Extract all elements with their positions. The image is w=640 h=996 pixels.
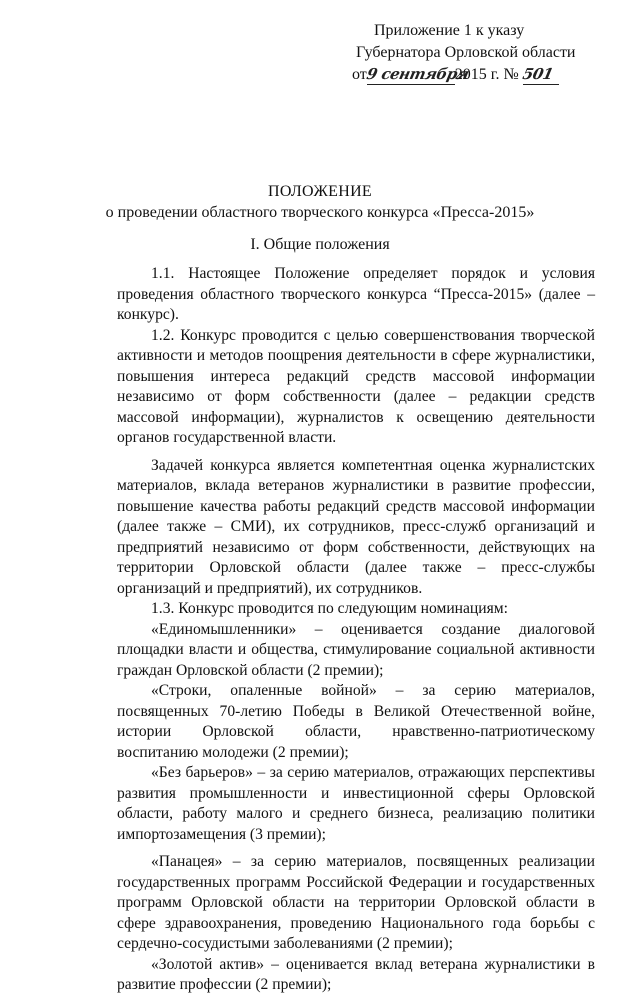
paragraph-1-3: 1.3. Конкурс проводится по следующим номинациям: bbox=[151, 600, 508, 617]
annex-header bbox=[330, 20, 630, 86]
nomination-edinomyshlenniki: «Единомышленники» – оценивается создание диалоговой площадки власти и общества, стимулирование социальной активности граждан Орловской области (2 премии); bbox=[117, 620, 595, 679]
document-body bbox=[117, 264, 595, 996]
nomination-panaceya: «Панацея» – за серию материалов, посвященных реализации государственных программ Российской Федерации и государственных программ Орловской области на территории Орловской области в сфере здравоохранения, проведению Национального года борьбы с сердечно-сосудистыми заболеваниями (2 премии); bbox=[117, 853, 595, 952]
nomination-zolotoy-aktiv: «Золотой актив» – оценивается вклад ветерана журналистики в развитие профессии (2 премии); bbox=[117, 955, 595, 993]
document-title-block bbox=[0, 181, 640, 223]
paragraph-tasks: Задачей конкурса является компетентная оценка журналистских материалов, вклада ветеранов журналистики в развитие профессии, повышение качества работы редакций средств массовой информации (далее также – СМИ), их сотрудников, пресс-служб организаций и предприятий независимо от форм собственности, действующих на территории Орловской области (далее также – пресс-службы организаций и предприятий), их сотрудников. bbox=[117, 456, 595, 597]
number-field bbox=[520, 65, 559, 85]
date-field bbox=[364, 65, 471, 85]
paragraph-1-1: 1.1. Настоящее Положение определяет порядок и условия проведения областного творческого конкурса “Пресса-2015» (далее – конкурс). bbox=[117, 265, 595, 323]
from-label: от bbox=[352, 66, 367, 83]
annex-line-2: Губернатора Орловской области bbox=[356, 44, 576, 61]
nomination-stroki: «Строки, опаленные войной» – за серию материалов, посвященных 70-летию Победы в Великой Отечественной войне, истории Орловской области, нравственно-патриотическому воспитанию молодежи (2 премии); bbox=[117, 682, 595, 761]
handwritten-date: 9 сентября bbox=[364, 65, 471, 83]
nomination-bez-barerov: «Без барьеров» – за серию материалов, отражающих перспективы развития промышленности и инвестиционной сферы Орловской области, работу малого и среднего бизнеса, реализацию политики импортозамещения (3 премии); bbox=[117, 764, 595, 843]
section-heading: I. Общие положения bbox=[250, 236, 390, 253]
annex-line-1: Приложение 1 к указу bbox=[374, 22, 525, 39]
annex-line-3 bbox=[330, 64, 630, 86]
handwritten-number: 501 bbox=[520, 65, 555, 83]
document-subtitle: о проведении областного творческого конкурса «Пресса-2015» bbox=[105, 204, 535, 221]
year-number-label: 2015 г. № bbox=[454, 66, 519, 83]
document-title: ПОЛОЖЕНИЕ bbox=[267, 183, 372, 200]
paragraph-1-2: 1.2. Конкурс проводится с целью совершенствования творческой активности и методов поощрения деятельности в сфере журналистики, повышения интереса редакций средств массовой информации независимо от форм собственности (далее – редакции средств массовой информации), журналистов к освещению деятельности органов государственной власти. bbox=[117, 326, 595, 446]
